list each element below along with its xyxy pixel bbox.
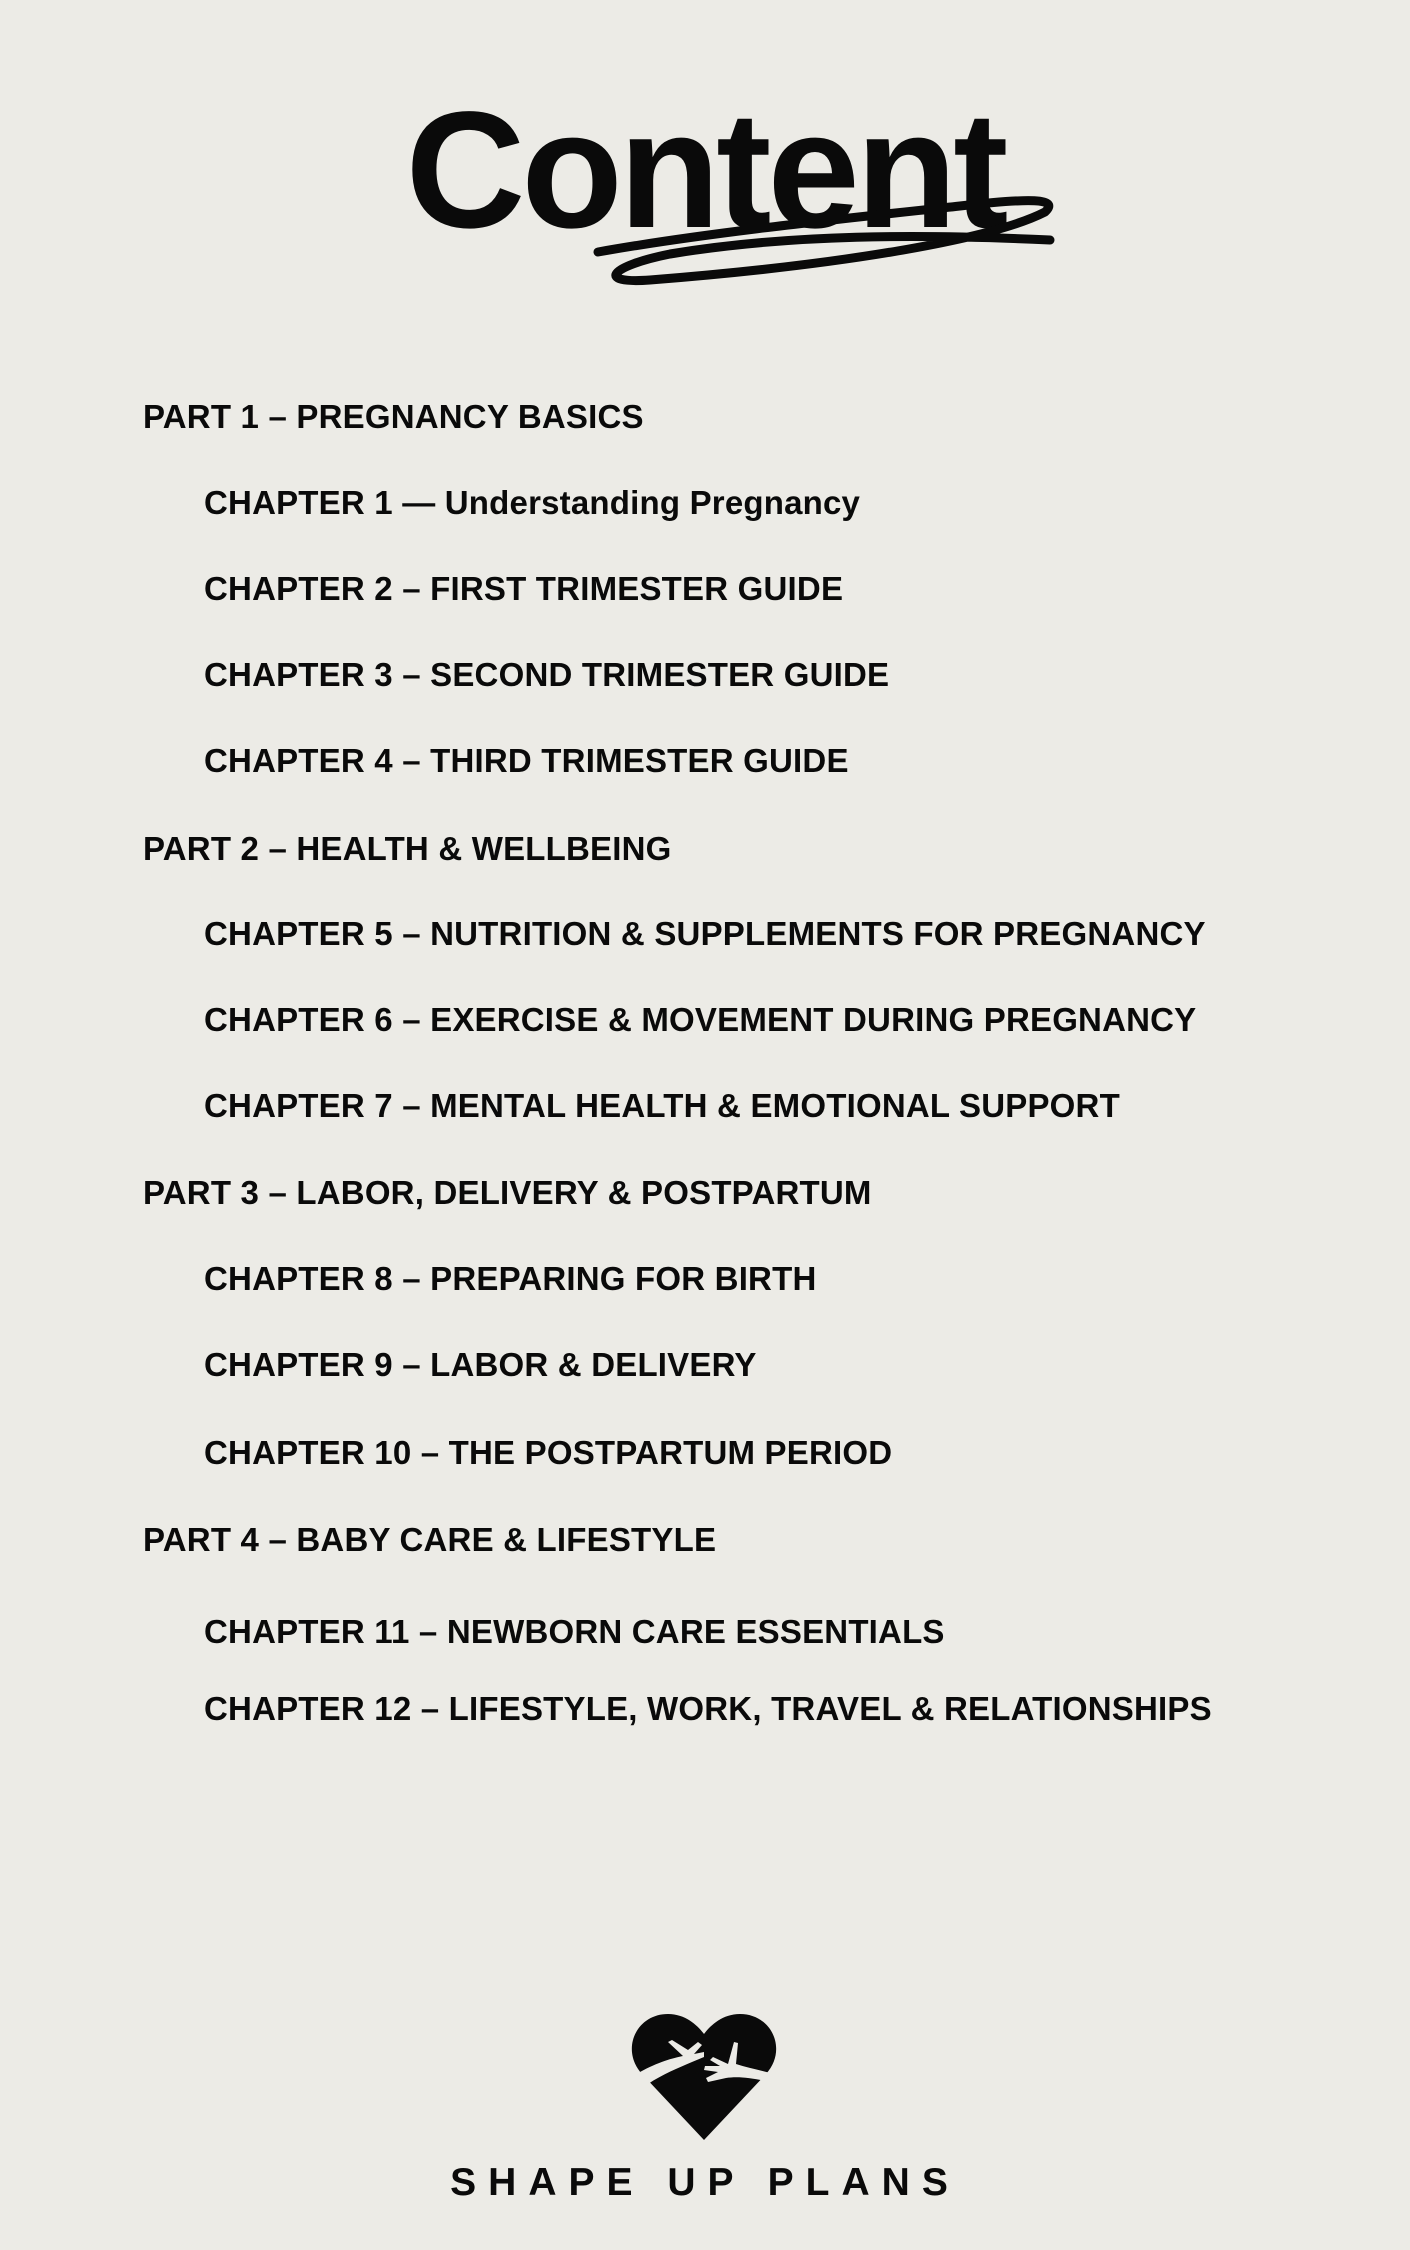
toc-chapter[interactable]: CHAPTER 12 – LIFESTYLE, WORK, TRAVEL & RELATIONSHIPS: [204, 1690, 1212, 1727]
toc-part[interactable]: PART 2 – HEALTH & WELLBEING: [143, 830, 672, 867]
toc-part[interactable]: PART 3 – LABOR, DELIVERY & POSTPARTUM: [143, 1174, 872, 1211]
toc-chapter[interactable]: CHAPTER 11 – NEWBORN CARE ESSENTIALS: [204, 1613, 945, 1650]
toc-chapter[interactable]: CHAPTER 10 – THE POSTPARTUM PERIOD: [204, 1434, 893, 1471]
scribble-underline-icon: [590, 170, 1060, 300]
toc-chapter[interactable]: CHAPTER 2 – FIRST TRIMESTER GUIDE: [204, 570, 844, 607]
page-title: Content: [405, 78, 1005, 263]
heart-hands-icon: [628, 2012, 780, 2142]
toc-part[interactable]: PART 4 – BABY CARE & LIFESTYLE: [143, 1521, 717, 1558]
toc-chapter[interactable]: CHAPTER 5 – NUTRITION & SUPPLEMENTS FOR PREGNANCY: [204, 915, 1206, 952]
toc-chapter[interactable]: CHAPTER 6 – EXERCISE & MOVEMENT DURING PREGNANCY: [204, 1001, 1197, 1038]
toc-chapter[interactable]: CHAPTER 4 – THIRD TRIMESTER GUIDE: [204, 742, 849, 779]
toc-chapter[interactable]: CHAPTER 3 – SECOND TRIMESTER GUIDE: [204, 656, 890, 693]
toc-part[interactable]: PART 1 – PREGNANCY BASICS: [143, 398, 644, 435]
toc-chapter[interactable]: CHAPTER 9 – LABOR & DELIVERY: [204, 1346, 757, 1383]
brand-name: SHAPE UP PLANS: [450, 2161, 960, 2204]
toc-chapter[interactable]: CHAPTER 7 – MENTAL HEALTH & EMOTIONAL SUPPORT: [204, 1087, 1120, 1124]
toc-chapter[interactable]: CHAPTER 1 — Understanding Pregnancy: [204, 484, 861, 521]
toc-chapter[interactable]: CHAPTER 8 – PREPARING FOR BIRTH: [204, 1260, 817, 1297]
